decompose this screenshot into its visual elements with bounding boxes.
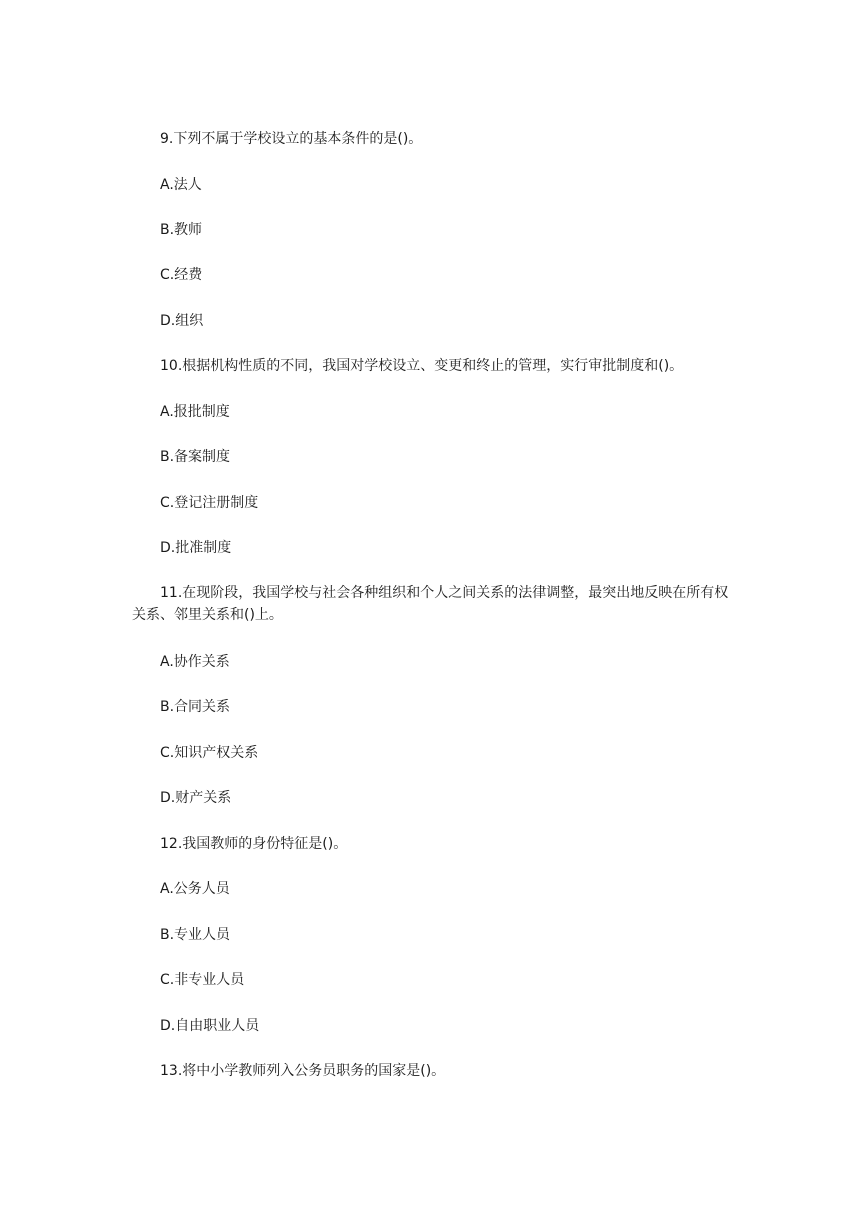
question-11-option-c: C.知识产权关系	[160, 745, 259, 761]
question-11-option-d: D.财产关系	[160, 790, 232, 806]
question-10-option-b: B.备案制度	[160, 449, 231, 465]
question-12-option-c: C.非专业人员	[160, 972, 245, 988]
question-9-option-a: A.法人	[160, 177, 202, 193]
question-10-option-a: A.报批制度	[160, 404, 230, 420]
question-11-option-b: B.合同关系	[160, 699, 231, 715]
question-10-option-c: C.登记注册制度	[160, 495, 259, 511]
question-13-stem: 13.将中小学教师列入公务员职务的国家是()。	[160, 1063, 446, 1079]
question-9-option-c: C.经费	[160, 267, 203, 283]
question-9-option-b: B.教师	[160, 222, 203, 238]
question-10-stem: 10.根据机构性质的不同，我国对学校设立、变更和终止的管理，实行审批制度和()。	[160, 358, 684, 374]
question-12-stem: 12.我国教师的身份特征是()。	[160, 836, 348, 852]
question-11-option-a: A.协作关系	[160, 654, 230, 670]
question-11-stem: 11.在现阶段，我国学校与社会各种组织和个人之间关系的法律调整，最突出地反映在所有权关系、邻里关系和()上。	[132, 585, 729, 623]
question-10-option-d: D.批准制度	[160, 540, 232, 556]
question-9-stem: 9.下列不属于学校设立的基本条件的是()。	[160, 131, 423, 147]
question-12-option-d: D.自由职业人员	[160, 1018, 260, 1034]
question-12-option-a: A.公务人员	[160, 881, 230, 897]
question-12-option-b: B.专业人员	[160, 927, 231, 943]
question-9-option-d: D.组织	[160, 313, 204, 329]
